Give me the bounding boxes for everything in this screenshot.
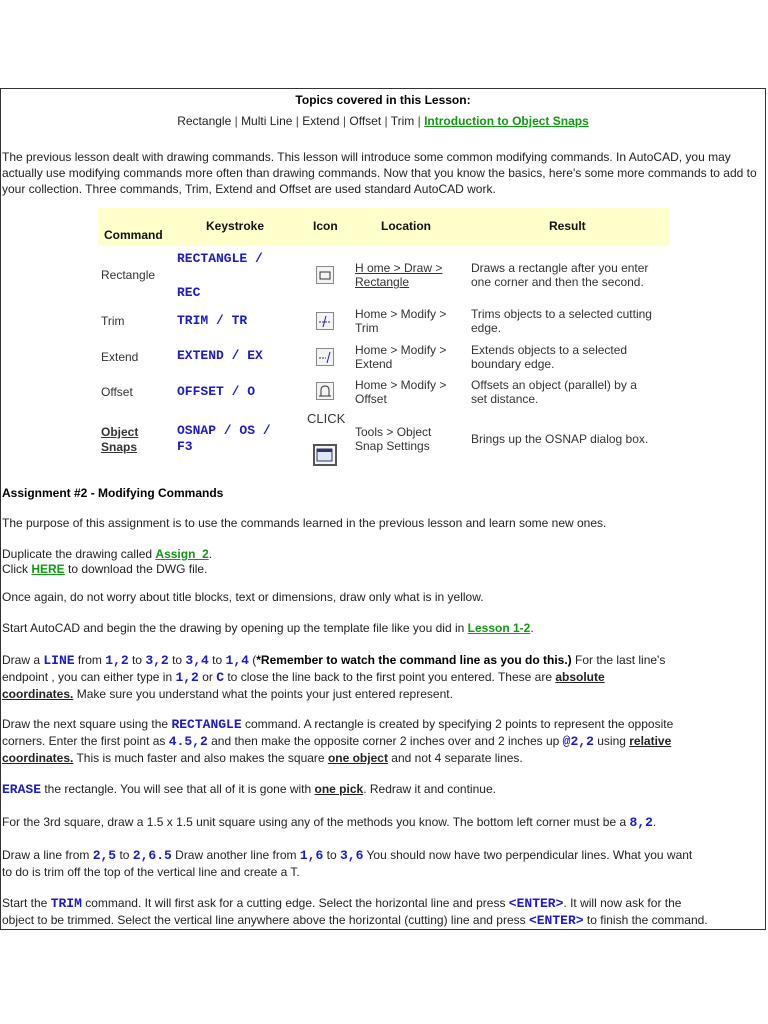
- rectangle-icon[interactable]: [316, 266, 334, 284]
- topics-line: Rectangle | Multi Line | Extend | Offset | Trim | Introduction to Object Snaps: [177, 114, 589, 128]
- lesson-1-2-link[interactable]: Lesson 1-2: [467, 621, 531, 635]
- object-snaps-command-link[interactable]: Object: [101, 425, 139, 439]
- header-command: Command: [104, 228, 163, 242]
- start-line: Start AutoCAD and begin the the drawing by opening up the template file like you did in Lesson 1-2.: [2, 621, 534, 635]
- step-rectangle-paragraph: Draw the next square using the RECTANGLE command. A rectangle is created by specifying 2 points to represent the opposite corners. Enter the first point as 4.5,2 and then make the opposite corner 2 inches over and 2 inches up @2,2 using relative coordinates. This is much faster and also makes the square one object and not 4 separate lines.: [2, 717, 674, 765]
- header-location: Location: [381, 219, 431, 233]
- step-trim-paragraph: Start the TRIM command. It will first ask for a cutting edge. Select the horizontal line and press <ENTER>. It will now ask for the object to be trimmed. Select the vertical line anywhere above the horizontal (cutting) line and press <ENTER> to finish the command.: [2, 896, 708, 928]
- step-erase-paragraph: ERASE the rectangle. You will see that all of it is gone with one pick. Redraw it and continue.: [2, 782, 496, 797]
- header-keystroke: Keystroke: [206, 219, 265, 233]
- duplicate-line: Duplicate the drawing called Assign_2.: [2, 547, 213, 561]
- once-again-line: Once again, do not worry about title blocks, text or dimensions, draw only what is in yellow.: [2, 590, 484, 604]
- intro-paragraph: The previous lesson dealt with drawing commands. This lesson will introduce some common modifying commands. In AutoCAD, you may actually use modifying commands more often than drawing commands. Now that you know the basics, here's some more commands to add to your collection. Three commands, Trim, Extend and Offset are used standard AutoCAD work.: [2, 150, 757, 196]
- topic-rectangle: Rectangle: [177, 114, 232, 128]
- here-download-link[interactable]: HERE: [31, 562, 65, 576]
- step-third-square-paragraph: For the 3rd square, draw a 1.5 x 1.5 unit square using any of the methods you know. The bottom left corner must be a 8,2.: [2, 815, 657, 830]
- assignment-purpose: The purpose of this assignment is to use the commands learned in the previous lesson and learn some new ones.: [2, 516, 607, 530]
- download-line: Click HERE to download the DWG file.: [2, 562, 208, 576]
- osnap-icon[interactable]: [313, 444, 337, 466]
- topic-offset: Offset: [349, 114, 382, 128]
- extend-icon[interactable]: [316, 348, 334, 366]
- topic-extend: Extend: [302, 114, 340, 128]
- assignment-title: Assignment #2 - Modifying Commands: [2, 486, 224, 500]
- topic-multiline: Multi Line: [241, 114, 293, 128]
- click-label: CLICK: [307, 411, 346, 426]
- topic-trim: Trim: [390, 114, 415, 128]
- lesson-title: Topics covered in this Lesson:: [295, 93, 471, 107]
- trim-icon[interactable]: [316, 312, 334, 330]
- header-result: Result: [549, 219, 586, 233]
- header-icon: Icon: [313, 219, 338, 233]
- offset-icon[interactable]: [316, 382, 334, 400]
- step-perpendicular-paragraph: Draw a line from 2,5 to 2,6.5 Draw another line from 1,6 to 3,6 You should now have two perpendicular lines. What you want to do is trim off the top of the vertical line and create a T.: [2, 848, 693, 879]
- object-snaps-link[interactable]: Introduction to Object Snaps: [424, 114, 589, 128]
- assign2-link[interactable]: Assign_2: [155, 547, 209, 561]
- step-line-paragraph: Draw a LINE from 1,2 to 3,2 to 3,4 to 1,4 (*Remember to watch the command line as you do this.) For the last line's endpoint , you can either type in 1,2 or C to close the line back to the first point you entered. These are absolute coordinates. Make sure you understand what the points your just entered represent.: [2, 653, 666, 701]
